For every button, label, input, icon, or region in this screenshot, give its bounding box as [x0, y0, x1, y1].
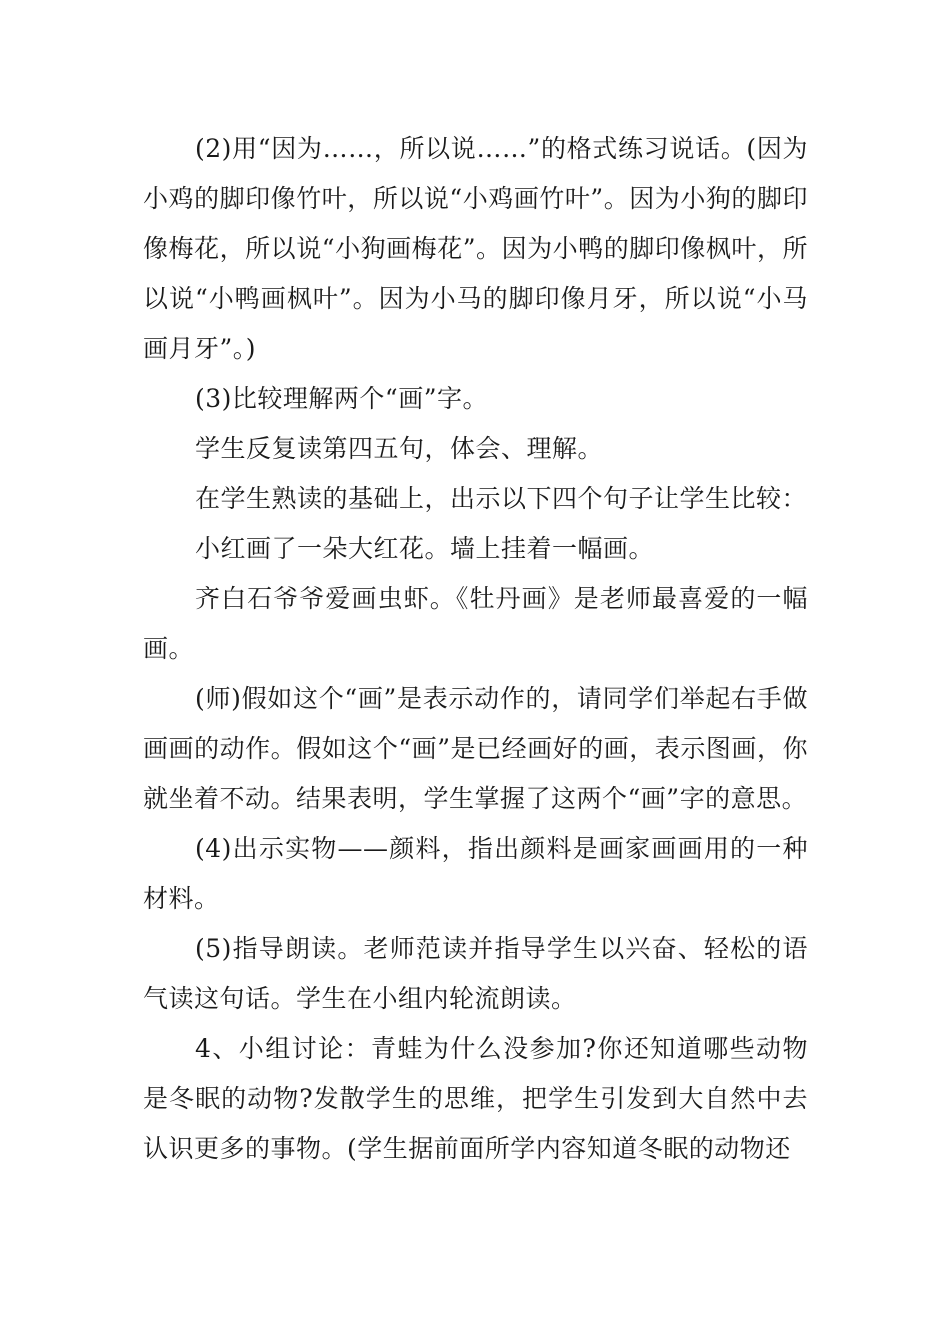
- paragraph-10: 4、小组讨论：青蛙为什么没参加?你还知道哪些动物是冬眠的动物?发散学生的思维，把学生引发到大自然中去认识更多的事物。(学生据前面所学内容知道冬眠的动物还: [143, 1034, 808, 1163]
- paragraph-8: (4)出示实物——颜料，指出颜料是画家画画用的一种材料。: [143, 834, 808, 913]
- document-body: [143, 124, 808, 1174]
- paragraph-5: 小红画了一朵大红花。墙上挂着一幅画。: [195, 534, 655, 563]
- paragraph-1: (2)用“因为……，所以说……”的格式练习说话。(因为小鸡的脚印像竹叶，所以说“小鸡画竹叶”。因为小狗的脚印像梅花，所以说“小狗画梅花”。因为小鸭的脚印像枫叶，所以说“小鸭画枫叶”。因为小马的脚印像月牙，所以说“小马画月牙”。): [143, 134, 808, 363]
- paragraph-3: 学生反复读第四五句，体会、理解。: [195, 434, 604, 463]
- paragraph-4: 在学生熟读的基础上，出示以下四个句子让学生比较：: [195, 484, 808, 513]
- paragraph-2: (3)比较理解两个“画”字。: [195, 384, 488, 413]
- paragraph-6: 齐白石爷爷爱画虫虾。《牡丹画》是老师最喜爱的一幅画。: [143, 584, 808, 663]
- paragraph-9: (5)指导朗读。老师范读并指导学生以兴奋、轻松的语气读这句话。学生在小组内轮流朗读。: [143, 934, 808, 1013]
- paragraph-7: (师)假如这个“画”是表示动作的，请同学们举起右手做画画的动作。假如这个“画”是已经画好的画，表示图画，你就坐着不动。结果表明，学生掌握了这两个“画”字的意思。: [143, 684, 808, 813]
